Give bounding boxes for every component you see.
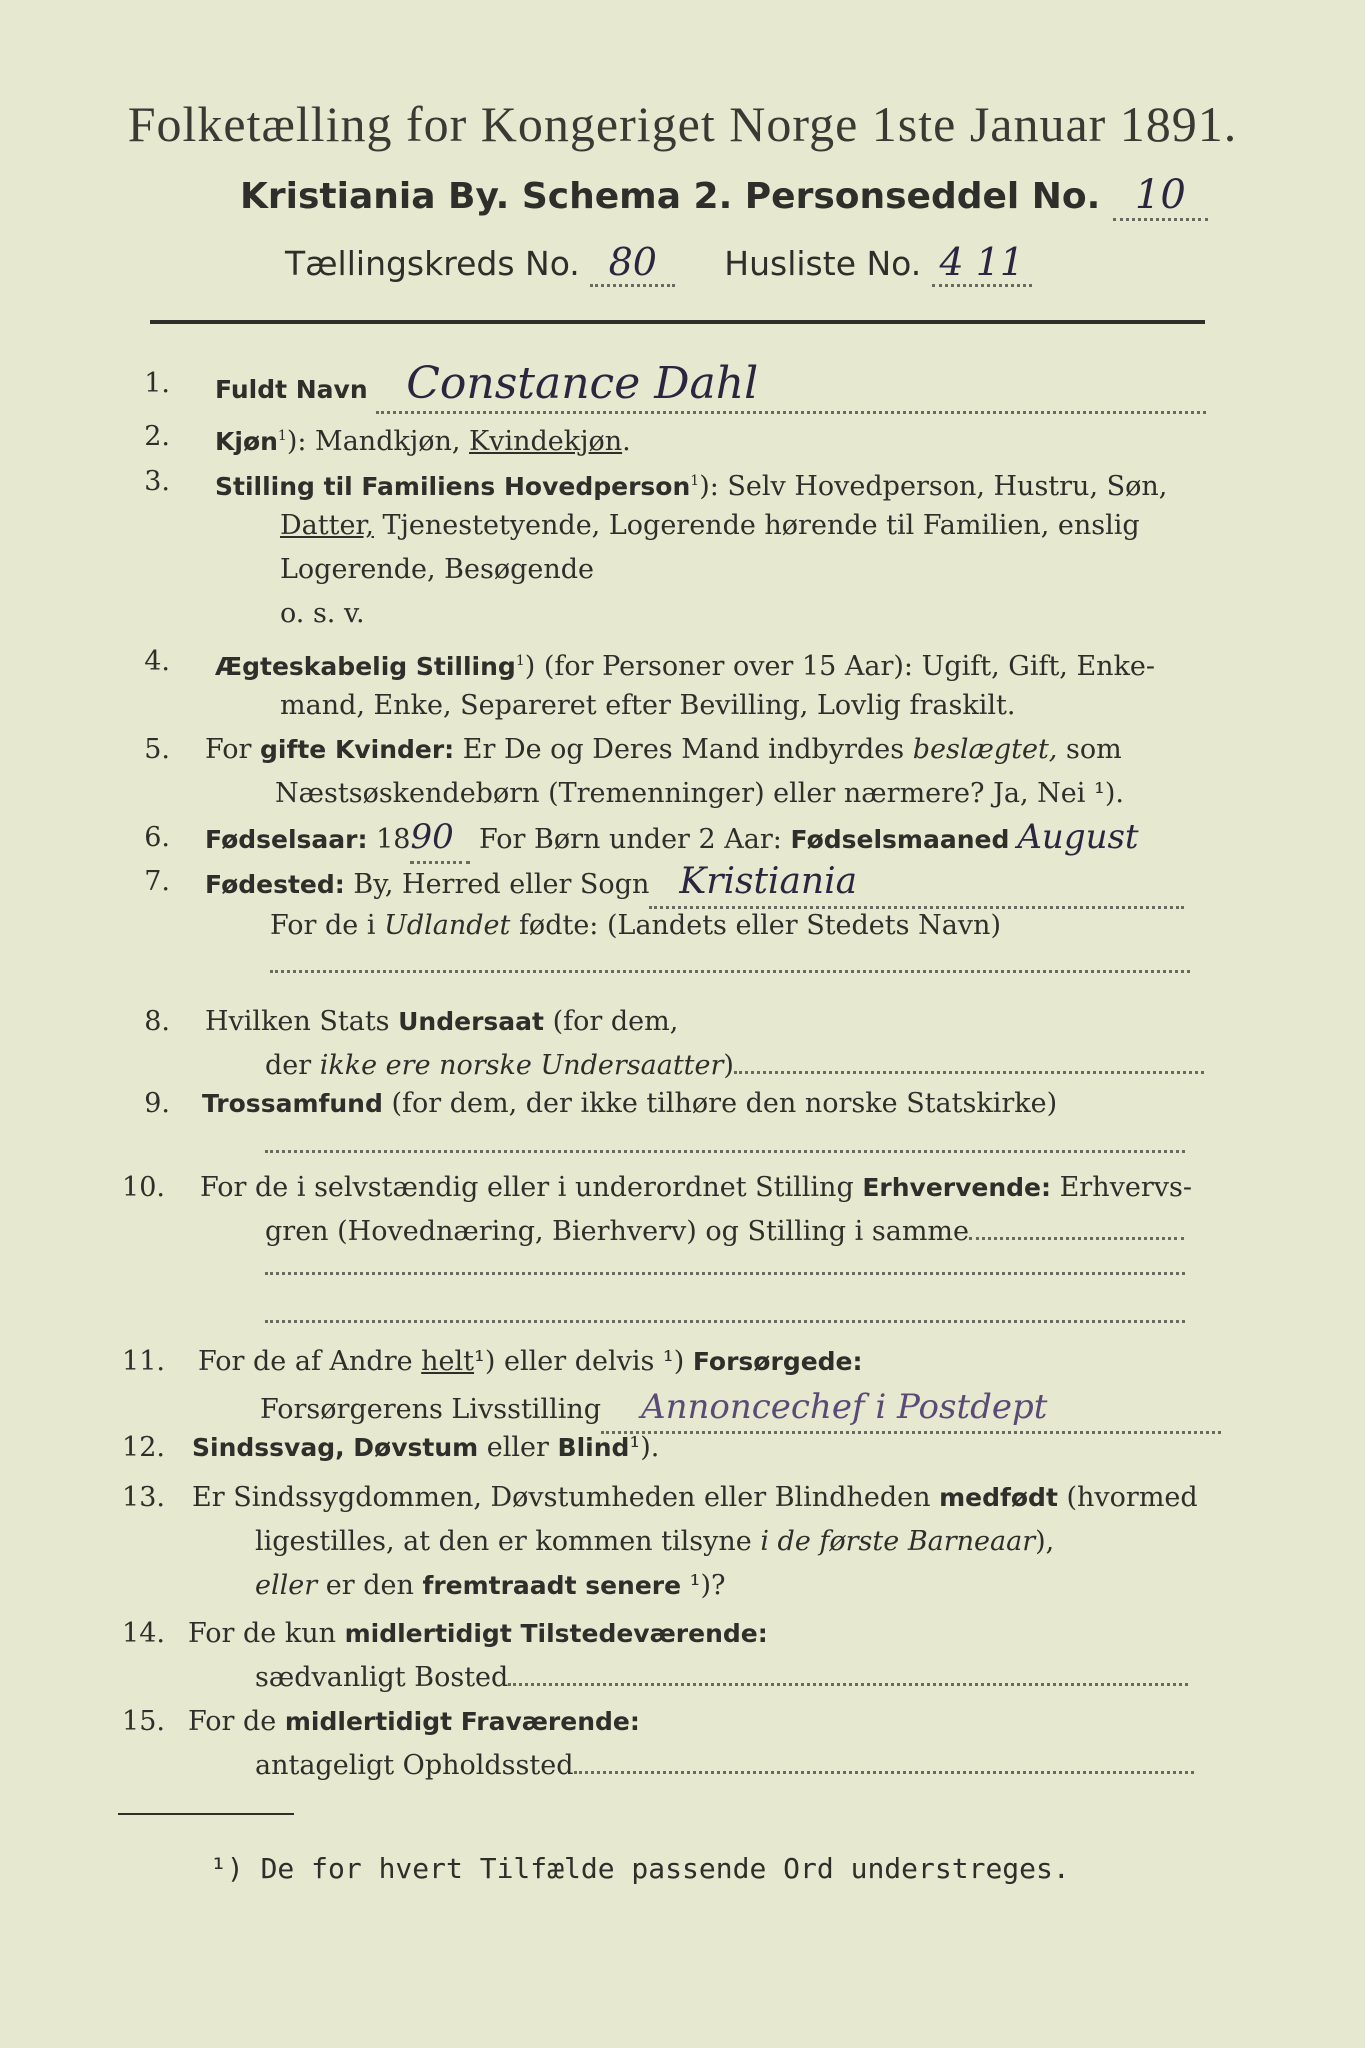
husliste-label: Husliste No.	[724, 244, 922, 283]
q7-label: Fødested:	[205, 870, 345, 899]
q3-label: Stilling til Familiens Hovedperson	[215, 472, 691, 501]
district-line	[285, 240, 1032, 287]
form-title: Folketælling for Kongeriget Norge 1ste Januar 1891.	[127, 96, 1238, 152]
q9-label: Trossamfund	[202, 1089, 383, 1118]
q6-month-label: Fødselsmaaned	[790, 825, 1010, 854]
q11-selected-helt: helt	[421, 1346, 475, 1377]
q6-birth-month: August	[1017, 817, 1139, 857]
q1-name-value: Constance Dahl	[406, 358, 759, 409]
q11-provider-occupation: Annoncechef i Postdept	[641, 1387, 1048, 1427]
q12-label: Sindssvag, Døvstum	[192, 1433, 479, 1462]
husliste-number: 4 11	[939, 240, 1025, 284]
q7-birthplace: Kristiania	[679, 861, 858, 902]
taellingskreds-number: 80	[608, 240, 657, 284]
header-divider	[150, 320, 1205, 324]
schema-line	[240, 172, 1208, 221]
q1-label: Fuldt Navn	[215, 375, 368, 404]
q6-label: Fødselsaar:	[205, 825, 368, 854]
schema-line-text: Kristiania By. Schema 2. Personseddel No.	[240, 176, 1101, 217]
q11-label: Forsørgede:	[692, 1347, 863, 1376]
q3-selected-datter: Datter,	[280, 510, 374, 541]
q14-label: midlertidigt Tilstedeværende:	[344, 1619, 768, 1648]
q13-label: medfødt	[939, 1483, 1058, 1512]
q6-birth-year: 90	[410, 817, 454, 857]
q2-label: Kjøn	[215, 427, 278, 456]
taellingskreds-label: Tællingskreds No.	[285, 244, 580, 283]
census-form: Folketælling for Kongeriget Norge 1ste Januar 1891. Kristiania By. Schema 2. Personseddel No. 10 Tællingskreds No. 80 Husliste No. 4 11 1. Fuldt Navn Constance Dahl 2. Kjøn$^1$): Mandkjøn, Kvindekjøn. 3. Stilling til Familiens Hovedperson$^1$): Selv Hovedperson, Hustru, Søn, Datter, Tjenestetyende, Logerende hørende til Familien, enslig Logerende, Besøgende o. s. v. 4. Ægteskabelig Stilling$^1$) (for Personer over 15 Aar): Ugift, Gift, Enke- mand, Enke, Separeret efter Bevilling, Lovlig fraskilt. 5. For gifte Kvinder: Er De og Deres Mand indbyrdes beslægtet, som Næstsøskendebørn (Tremenninger) eller nærmere? Ja, Nei ¹). 6. Fødselsaar: 1890 For Børn under 2 Aar: Fødselsmaaned August 7. Fødested: By, Herred eller Sogn Kristiania For de i Udlandet fødte: (Landets eller Stedets Navn) 8. Hvilken Stats Undersaat (for dem, der ikke ere norske Undersaatter) 9. Trossamfund (for dem, der ikke tilhøre den norske Statskirke) 10. For de i selvstændig eller i underordnet Stilling Erhvervende: Erhvervs- gren (Hovednæring, Bierhverv) og Stilling i samme 11. For de af Andre helt¹) eller delvis ¹) Forsørgede: Forsørgerens Livsstilling Annoncechef i Postdept 12. Sindssvag, Døvstum eller Blind¹). 13. Er Sindssygdommen, Døvstumheden eller Blindheden medfødt (hvormed ligestilles, at den er kommen tilsyne i de første Barneaar), eller er den fremtraadt senere ¹)? 14. For de kun midlertidigt Tilstedeværende: sædvanligt Bosted 15. For de midlertidigt Fraværende: antageligt Opholdssted ¹) De for hvert Tilfælde passende Ord understreges.	[0, 0, 1365, 2048]
footnote: ¹) De for hvert Tilfælde passende Ord understreges.	[210, 1852, 1070, 1885]
personseddel-number: 10	[1134, 172, 1186, 218]
footnote-divider	[118, 1813, 294, 1815]
q4-label: Ægteskabelig Stilling	[215, 652, 516, 681]
q2-selected-kvindekjon: Kvindekjøn	[469, 426, 623, 457]
q15-label: midlertidigt Fraværende:	[284, 1707, 640, 1736]
q5-label: gifte Kvinder:	[260, 735, 455, 764]
q10-label: Erhvervende:	[862, 1173, 1052, 1202]
q8-label: Undersaat	[398, 1007, 544, 1036]
